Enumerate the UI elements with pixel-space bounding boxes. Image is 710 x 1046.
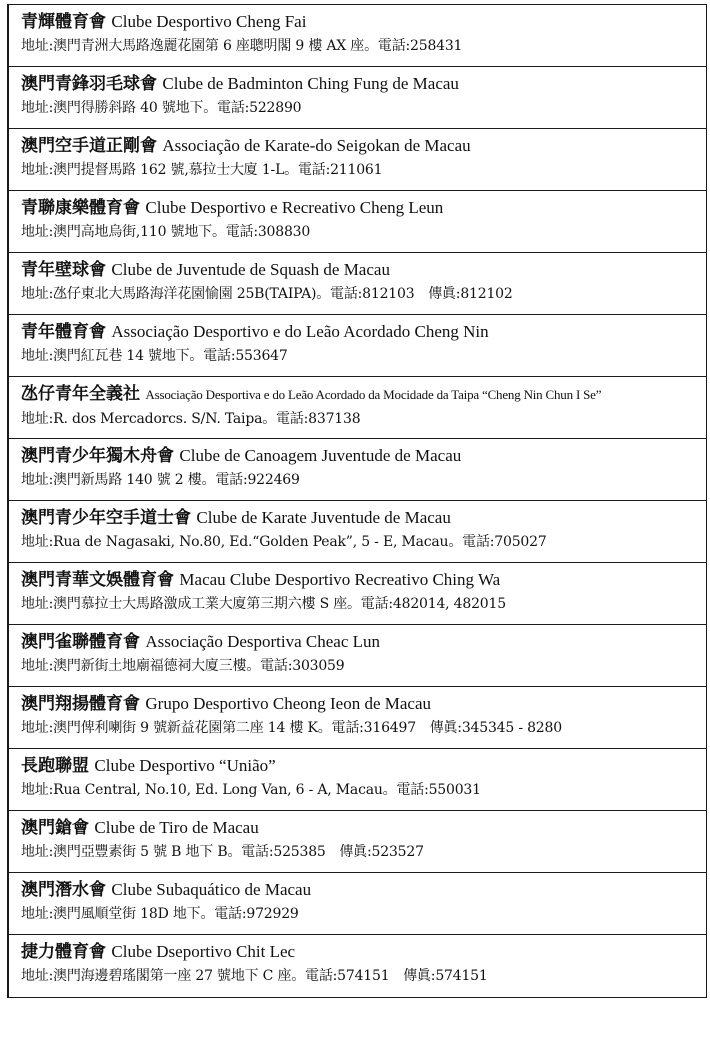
club-entry (9, 67, 706, 129)
club-entry (9, 873, 706, 935)
club-portuguese-name: Clube de Canoagem Juventude de Macau (179, 446, 462, 465)
club-entry (9, 129, 706, 191)
club-address-phone: 地址:Rua Central, No.10, Ed. Long Van, 6 - A, Macau。電話:550031 (21, 782, 481, 798)
club-chinese-name: 澳門青鋒羽毛球會 (21, 74, 157, 94)
club-entry (9, 439, 706, 501)
club-chinese-name: 澳門雀聯體育會 (21, 632, 140, 652)
club-address-phone: 地址:澳門新街土地廟福德祠大廈三樓。電話:303059 (21, 658, 345, 674)
club-entry (9, 501, 706, 563)
club-chinese-name: 青年壁球會 (21, 260, 106, 280)
club-chinese-name: 澳門青少年獨木舟會 (21, 446, 174, 466)
club-name-line (21, 755, 706, 777)
club-portuguese-name: Associação de Karate-do Seigokan de Macau (162, 136, 471, 155)
club-address-phone: 地址:Rua de Nagasaki, No.80, Ed.“Golden Peak”, 5 - E, Macau。電話:705027 (21, 534, 547, 550)
club-directory (7, 4, 707, 998)
club-entry (9, 315, 706, 377)
club-chinese-name: 青聯康樂體育會 (21, 198, 140, 218)
club-entry (9, 687, 706, 749)
club-chinese-name: 青輝體育會 (21, 12, 106, 32)
club-portuguese-name: Clube de Karate Juventude de Macau (196, 508, 451, 527)
club-name-line (21, 817, 706, 839)
club-chinese-name: 青年體育會 (21, 322, 106, 342)
club-entry (9, 191, 706, 253)
club-name-line (21, 135, 706, 157)
club-address-phone: 地址:澳門風順堂街 18D 地下。電話:972929 (21, 906, 299, 922)
club-portuguese-name: Clube Desportivo e Recreativo Cheng Leun (145, 198, 444, 217)
club-address-phone: 地址:澳門慕拉士大馬路激成工業大廈第三期六樓 S 座。電話:482014, 482015 (21, 596, 506, 612)
club-name-line (21, 445, 706, 467)
club-address-phone: 地址:R. dos Mercadorcs. S/N. Taipa。電話:837138 (21, 411, 361, 427)
club-address-phone: 地址:澳門提督馬路 162 號,慕拉士大廈 1-L。電話:211061 (21, 162, 383, 178)
club-entry (9, 5, 706, 67)
club-entry (9, 625, 706, 687)
club-chinese-name: 澳門鎗會 (21, 818, 89, 838)
club-portuguese-name: Clube Subaquático de Macau (111, 880, 312, 899)
club-portuguese-name: Clube de Tiro de Macau (94, 818, 259, 837)
club-name-line (21, 73, 706, 95)
club-address-phone: 地址:澳門俾利喇街 9 號新益花園第二座 14 樓 K。電話:316497 傳眞:345345 - 8280 (21, 720, 562, 736)
club-portuguese-name: Associação Desportiva Cheac Lun (145, 632, 381, 651)
club-entry (9, 377, 706, 439)
club-address-phone: 地址:澳門亞豐素街 5 號 B 地下 B。電話:525385 傳眞:523527 (21, 844, 424, 860)
club-entry (9, 253, 706, 315)
club-chinese-name: 氹仔青年全義社 (21, 384, 140, 404)
club-portuguese-name: Associação Desportivo e do Leão Acordado Cheng Nin (111, 322, 489, 341)
club-chinese-name: 澳門青少年空手道士會 (21, 508, 191, 528)
club-name-line (21, 879, 706, 901)
club-portuguese-name: Grupo Desportivo Cheong Ieon de Macau (145, 694, 432, 713)
club-entry (9, 935, 706, 998)
club-portuguese-name: Clube de Juventude de Squash de Macau (111, 260, 390, 279)
club-entry (9, 563, 706, 625)
club-portuguese-name: Clube Desportivo “União” (94, 756, 276, 775)
club-name-line (21, 569, 706, 591)
club-portuguese-name: Associação Desportiva e do Leão Acordado da Mocidade da Taipa “Cheng Nin Chun I Se” (145, 387, 602, 402)
club-address-phone: 地址:澳門青洲大馬路逸麗花園第 6 座聰明閣 9 樓 AX 座。電話:258431 (21, 38, 463, 54)
club-address-phone: 地址:氹仔東北大馬路海洋花園愉園 25B(TAIPA)。電話:812103 傳眞:812102 (21, 286, 513, 302)
club-chinese-name: 澳門潛水會 (21, 880, 106, 900)
club-name-line (21, 321, 706, 343)
club-name-line (21, 383, 706, 406)
club-entry (9, 749, 706, 811)
club-address-phone: 地址:澳門得勝斜路 40 號地下。電話:522890 (21, 100, 302, 116)
club-name-line (21, 507, 706, 529)
club-name-line (21, 941, 706, 963)
club-address-phone: 地址:澳門新馬路 140 號 2 樓。電話:922469 (21, 472, 300, 488)
club-portuguese-name: Clube Desportivo Cheng Fai (111, 12, 307, 31)
club-address-phone: 地址:澳門高地烏街,110 號地下。電話:308830 (21, 224, 311, 240)
club-chinese-name: 捷力體育會 (21, 942, 106, 962)
club-chinese-name: 長跑聯盟 (21, 756, 89, 776)
club-address-phone: 地址:澳門紅瓦巷 14 號地下。電話:553647 (21, 348, 288, 364)
club-name-line (21, 259, 706, 281)
club-portuguese-name: Clube Dseportivo Chit Lec (111, 942, 296, 961)
club-portuguese-name: Clube de Badminton Ching Fung de Macau (162, 74, 459, 93)
club-name-line (21, 11, 706, 33)
club-portuguese-name: Macau Clube Desportivo Recreativo Ching Wa (179, 570, 501, 589)
club-chinese-name: 澳門青華文娛體育會 (21, 570, 174, 590)
club-chinese-name: 澳門翔揚體育會 (21, 694, 140, 714)
club-entry (9, 811, 706, 873)
club-chinese-name: 澳門空手道正剛會 (21, 136, 157, 156)
club-address-phone: 地址:澳門海邊碧瑤閣第一座 27 號地下 C 座。電話:574151 傳眞:574151 (21, 968, 488, 984)
club-name-line (21, 197, 706, 219)
club-name-line (21, 631, 706, 653)
club-name-line (21, 693, 706, 715)
